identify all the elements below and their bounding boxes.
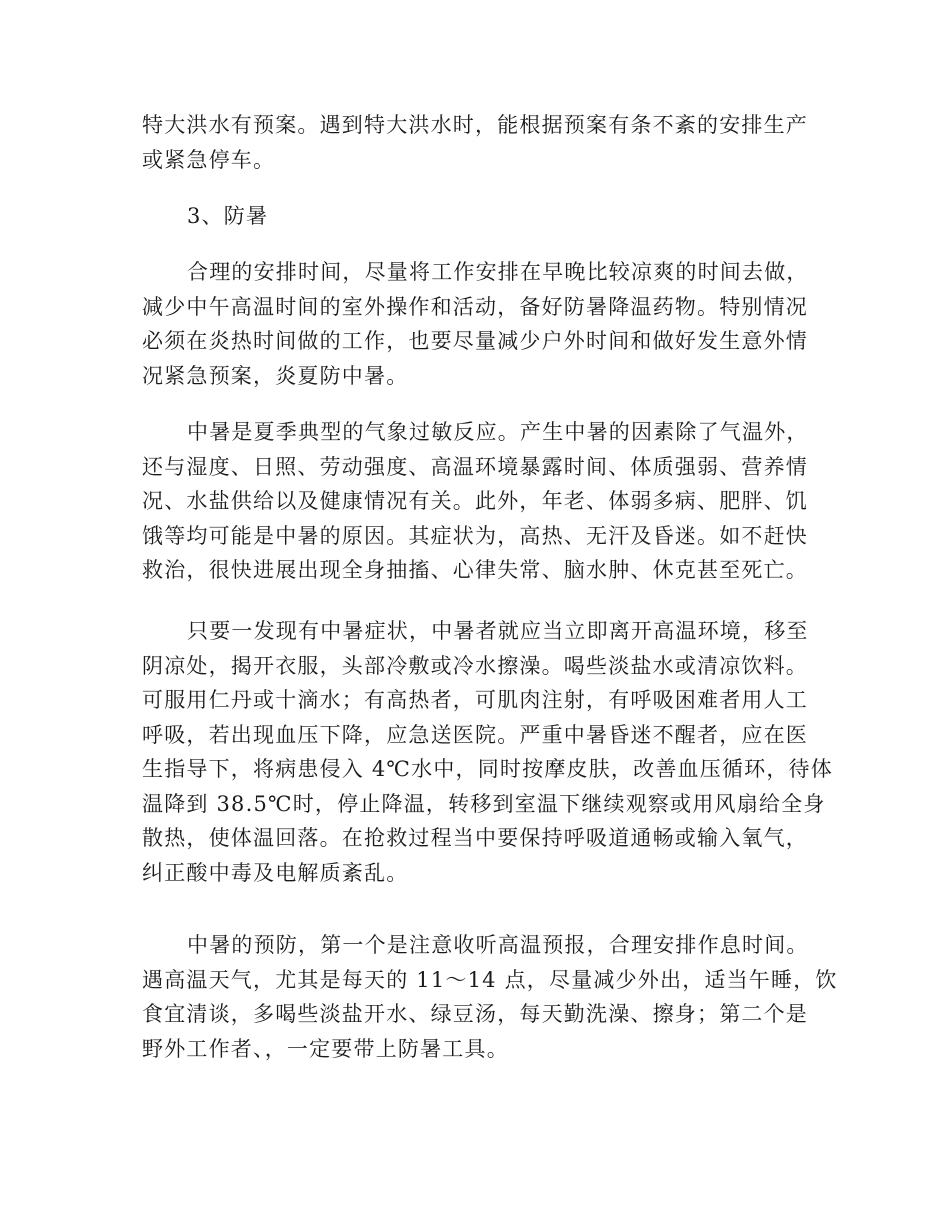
text-line: 还与湿度、日照、劳动强度、高温环境暴露时间、体质强弱、营养情 (142, 454, 808, 479)
text-line: 散热，使体温回落。在抢救过程当中要保持呼吸道通畅或输入氧气， (142, 826, 808, 850)
text-line: 生指导下，将病患侵入 4℃水中，同时按摩皮肤，改善血压循环，待体 (142, 757, 833, 781)
text-line: 食宜清谈，多喝些淡盐开水、绿豆汤，每天勤洗澡、擦身；第二个是 (142, 1002, 808, 1026)
text-line: 合理的安排时间，尽量将工作安排在早晚比较凉爽的时间去做， (187, 260, 809, 284)
text-line: 必须在炎热时间做的工作，也要尽量减少户外时间和做好发生意外情 (142, 329, 808, 353)
text-line: 特大洪水有预案。遇到特大洪水时，能根据预案有条不紊的安排生产 (142, 113, 808, 137)
text-line: 野外工作者、，一定要带上防暑工具。 (142, 1036, 509, 1061)
paragraph (142, 614, 833, 890)
text-line: 阴凉处，揭开衣服，头部冷敷或冷水擦澡。喝些淡盐水或清凉饮料。 (142, 653, 808, 678)
text-line: 呼吸，若出现血压下降，应急送医院。严重中暑昏迷不醒者，应在医 (142, 722, 808, 747)
paragraph (142, 928, 838, 1066)
text-line: 或紧急停车。 (142, 147, 276, 172)
text-line: 减少中午高温时间的室外操作和活动，备好防暑降温药物。特别情况 (142, 294, 808, 319)
paragraph (142, 255, 810, 393)
text-line: 温降到 38.5℃时，停止降温，转移到室温下继续观察或用风扇给全身 (142, 791, 826, 816)
text-line: 况紧急预案，炎夏防中暑。 (142, 363, 409, 388)
text-line: 中暑是夏季典型的气象过敏反应。产生中暑的因素除了气温外， (187, 420, 809, 444)
section-heading (142, 199, 810, 234)
text-line: 只要一发现有中暑症状，中暑者就应当立即离开高温环境，移至 (187, 619, 809, 643)
paragraph (142, 415, 810, 588)
text-line: 饿等均可能是中暑的原因。其症状为，高热、无汗及昏迷。如不赶快 (142, 523, 808, 548)
paragraph (142, 108, 810, 177)
text-line: 3、防暑 (187, 204, 269, 228)
text-line: 中暑的预防，第一个是注意收听高温预报，合理安排作息时间。 (187, 933, 809, 957)
text-line: 可服用仁丹或十滴水；有高热者，可肌肉注射，有呼吸困难者用人工 (142, 688, 808, 712)
text-line: 救治，很快进展出现全身抽搐、心律失常、脑水肿、休克甚至死亡。 (142, 558, 808, 582)
text-line: 遇高温天气，尤其是每天的 11～14 点，尽量减少外出，适当午睡，饮 (142, 967, 838, 992)
text-line: 况、水盐供给以及健康情况有关。此外，年老、体弱多病、肥胖、饥 (142, 489, 808, 513)
text-line: 纠正酸中毒及电解质紊乱。 (142, 860, 409, 885)
